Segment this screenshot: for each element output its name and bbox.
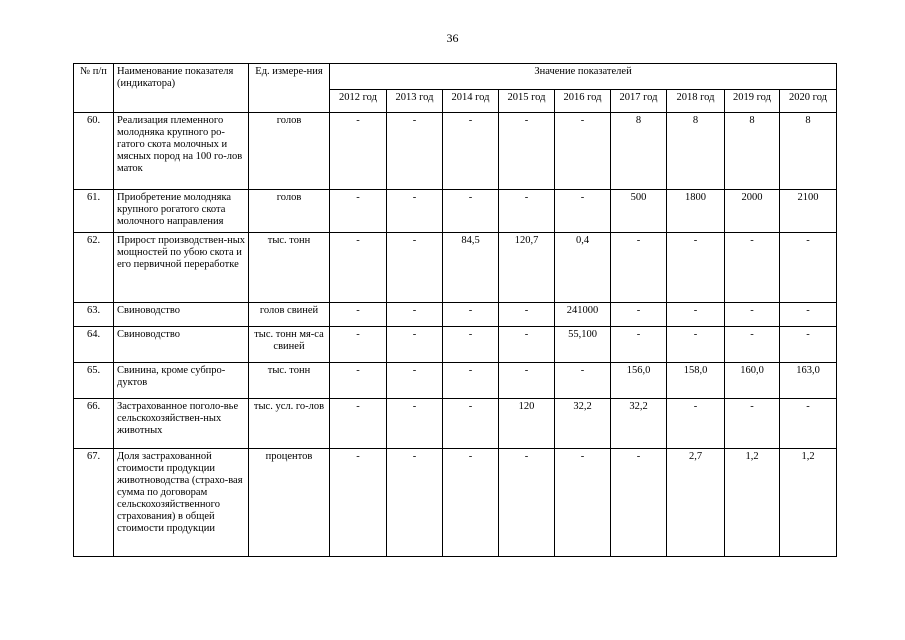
row-indicator-name: Свинина, кроме субпро-дуктов — [114, 363, 249, 399]
row-value: 32,2 — [611, 399, 667, 449]
row-indicator-name: Приобретение молодняка крупного рогатого скота молочного направления — [114, 190, 249, 233]
row-number: 61. — [74, 190, 114, 233]
row-value: - — [330, 399, 387, 449]
table-body — [74, 113, 837, 557]
table-row — [74, 113, 837, 190]
row-value: - — [443, 327, 499, 363]
row-number: 62. — [74, 233, 114, 303]
row-value: 8 — [780, 113, 837, 190]
row-unit: голов — [249, 190, 330, 233]
row-indicator-name: Застрахованное поголо-вье сельскохозяйствен-ных животных — [114, 399, 249, 449]
header-year: 2019 год — [725, 90, 780, 113]
row-value: - — [330, 233, 387, 303]
table-row — [74, 449, 837, 557]
row-number: 67. — [74, 449, 114, 557]
row-value: 84,5 — [443, 233, 499, 303]
row-value: 55,100 — [555, 327, 611, 363]
row-value: - — [667, 327, 725, 363]
row-value: 8 — [667, 113, 725, 190]
row-value: - — [499, 363, 555, 399]
row-value: 0,4 — [555, 233, 611, 303]
row-value: - — [387, 399, 443, 449]
row-value: - — [387, 233, 443, 303]
row-value: 2,7 — [667, 449, 725, 557]
row-value: - — [499, 113, 555, 190]
row-indicator-name: Доля застрахованной стоимости продукции животноводства (страхо-вая сумма по договорам сельскохозяйственного страхования) в общей стоимости продукции — [114, 449, 249, 557]
row-indicator-name: Свиноводство — [114, 303, 249, 327]
row-number: 64. — [74, 327, 114, 363]
row-value: - — [725, 327, 780, 363]
row-value: 160,0 — [725, 363, 780, 399]
row-value: 8 — [725, 113, 780, 190]
row-value: - — [443, 399, 499, 449]
row-value: 120,7 — [499, 233, 555, 303]
row-value: - — [725, 303, 780, 327]
row-value: - — [330, 327, 387, 363]
row-unit: голов — [249, 113, 330, 190]
header-year: 2012 год — [330, 90, 387, 113]
row-value: - — [667, 399, 725, 449]
row-value: - — [611, 233, 667, 303]
row-number: 60. — [74, 113, 114, 190]
row-value: - — [499, 327, 555, 363]
row-value: - — [611, 327, 667, 363]
row-value: - — [725, 233, 780, 303]
row-value: - — [499, 190, 555, 233]
row-value: - — [330, 363, 387, 399]
row-unit: тыс. тонн мя-са свиней — [249, 327, 330, 363]
row-unit: голов свиней — [249, 303, 330, 327]
row-number: 65. — [74, 363, 114, 399]
indicators-table — [73, 63, 837, 557]
row-value: 241000 — [555, 303, 611, 327]
row-value: - — [780, 233, 837, 303]
row-unit: тыс. тонн — [249, 233, 330, 303]
header-year: 2018 год — [667, 90, 725, 113]
row-value: 158,0 — [667, 363, 725, 399]
row-value: - — [387, 190, 443, 233]
row-value: - — [611, 449, 667, 557]
header-year: 2015 год — [499, 90, 555, 113]
row-value: - — [443, 113, 499, 190]
page-number: 36 — [446, 31, 459, 45]
row-value: - — [780, 303, 837, 327]
row-value: - — [387, 303, 443, 327]
row-value: - — [330, 113, 387, 190]
row-value: - — [387, 449, 443, 557]
row-value: - — [667, 233, 725, 303]
row-value: - — [387, 113, 443, 190]
row-unit: процентов — [249, 449, 330, 557]
row-value: - — [387, 363, 443, 399]
table-row — [74, 233, 837, 303]
row-value: - — [387, 327, 443, 363]
row-value: - — [667, 303, 725, 327]
row-value: - — [443, 190, 499, 233]
table-header — [74, 64, 837, 113]
row-value: - — [555, 449, 611, 557]
row-value: - — [611, 303, 667, 327]
row-value: - — [555, 363, 611, 399]
table-row — [74, 327, 837, 363]
row-value: - — [555, 113, 611, 190]
row-value: - — [443, 303, 499, 327]
row-value: 1,2 — [780, 449, 837, 557]
row-value: 32,2 — [555, 399, 611, 449]
header-row-main — [74, 64, 837, 90]
table-row — [74, 363, 837, 399]
row-value: 1800 — [667, 190, 725, 233]
row-value: - — [443, 363, 499, 399]
row-unit: тыс. усл. го-лов — [249, 399, 330, 449]
header-year: 2017 год — [611, 90, 667, 113]
row-value: - — [780, 399, 837, 449]
row-value: - — [725, 399, 780, 449]
row-value: - — [330, 303, 387, 327]
row-value: - — [330, 449, 387, 557]
header-indicator-name: Наименование показателя (индикатора) — [114, 64, 249, 113]
row-value: 500 — [611, 190, 667, 233]
row-value: 156,0 — [611, 363, 667, 399]
header-indicator-values: Значение показателей — [330, 64, 837, 90]
row-indicator-name: Свиноводство — [114, 327, 249, 363]
row-indicator-name: Реализация племенного молодняка крупного ро-гатого скота молочных и мясных пород на 100 го-лов маток — [114, 113, 249, 190]
row-value: - — [499, 303, 555, 327]
row-value: - — [330, 190, 387, 233]
header-year: 2013 год — [387, 90, 443, 113]
table-row — [74, 190, 837, 233]
header-unit: Ед. измере-ния — [249, 64, 330, 113]
row-value: 2100 — [780, 190, 837, 233]
header-year: 2020 год — [780, 90, 837, 113]
row-value: 2000 — [725, 190, 780, 233]
row-number: 63. — [74, 303, 114, 327]
row-value: 1,2 — [725, 449, 780, 557]
header-number: № п/п — [74, 64, 114, 113]
row-value: - — [499, 449, 555, 557]
row-value: 8 — [611, 113, 667, 190]
header-year: 2016 год — [555, 90, 611, 113]
table-row — [74, 303, 837, 327]
header-year: 2014 год — [443, 90, 499, 113]
row-value: - — [443, 449, 499, 557]
row-indicator-name: Прирост производствен-ных мощностей по убою скота и его первичной переработке — [114, 233, 249, 303]
row-value: 163,0 — [780, 363, 837, 399]
row-value: - — [555, 190, 611, 233]
row-unit: тыс. тонн — [249, 363, 330, 399]
table-row — [74, 399, 837, 449]
row-value: 120 — [499, 399, 555, 449]
row-number: 66. — [74, 399, 114, 449]
row-value: - — [780, 327, 837, 363]
